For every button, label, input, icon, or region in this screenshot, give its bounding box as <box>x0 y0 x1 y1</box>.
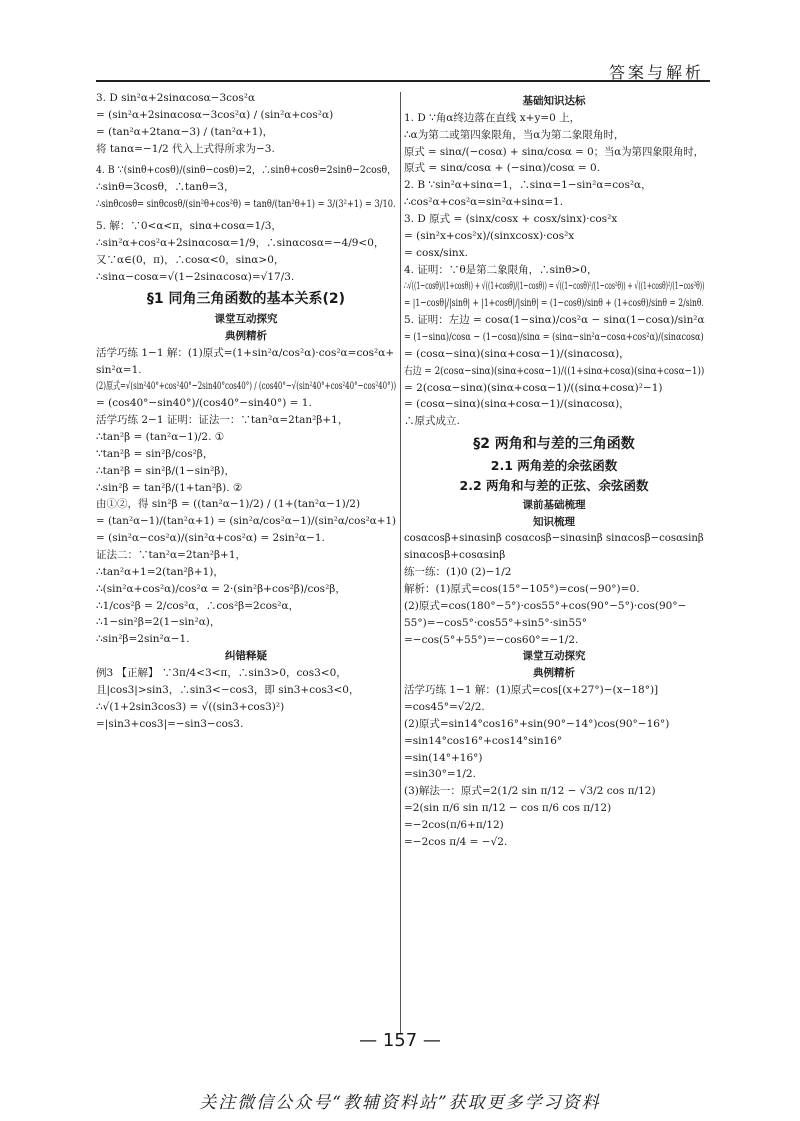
text-line: 3. D sin²α+2sinαcosα−3cos²α <box>96 92 256 104</box>
right-column <box>404 92 704 853</box>
header-divider <box>96 80 710 82</box>
subsection-heading: 2.1 两角差的余弦函数 <box>490 457 618 473</box>
text-line: =sin14°cos16°+cos14°sin16° <box>404 734 563 747</box>
section-heading: §2 两角和与差的三角函数 <box>473 436 635 453</box>
text-line: 由①②，得 sin²β = ((tan²α−1)/2) / (1+(tan²α−1)/2) <box>96 498 361 511</box>
text-line: =−cos(5°+55°)=−cos60°=−1/2. <box>404 633 579 646</box>
text-line: = (sin²α+2sinαcosα−3cos²α) / (sin²α+cos²α) <box>96 108 334 121</box>
text-line: 活学巧练 1−1 解：(1)原式=cos[(x+27°)−(x−18°)] <box>404 684 659 697</box>
text-line: 5. 解：∵0<α<π，sinα+cosα=1/3， <box>96 220 282 233</box>
text-line: =cos45°=√2/2. <box>404 700 485 713</box>
text-line: ∵tan²β = sin²β/cos²β， <box>96 447 214 460</box>
text-line: ∴原式成立. <box>404 415 460 428</box>
block-heading: 课堂互动探究 <box>522 650 586 663</box>
text-line: = 2(cosα−sinα)(sinα+cosα−1)/((sinα+cosα)²−1) <box>404 381 663 394</box>
text-line: =−2cos π/4 = −√2. <box>404 835 508 848</box>
text-line: 证法二：∵tan²α=2tan²β+1， <box>96 548 247 561</box>
text-line: 例3 【正解】 ∵3π/4<3<π，∴sin3>0，cos3<0， <box>96 666 347 679</box>
block-heading: 纠错释疑 <box>225 650 267 663</box>
text-line: ∴tan²β = (tan²α−1)/2. ① <box>96 430 225 443</box>
column-divider <box>400 92 401 1034</box>
left-column <box>96 92 396 734</box>
subsection-heading: 2.2 两角和与差的正弦、余弦函数 <box>459 478 649 494</box>
block-heading: 典例精析 <box>225 329 267 342</box>
footer-note: 关注微信公众号“教辅资料站”获取更多学习资料 <box>199 1093 601 1113</box>
block-heading: 基础知识达标 <box>522 95 586 107</box>
text-line: 3. D 原式 = (sinx/cosx + cosx/sinx)·cos²x <box>404 213 618 226</box>
text-line: (2)原式=cos(180°−5°)·cos55°+cos(90°−5°)·cos(90°− <box>404 599 687 612</box>
text-line: 4. B ∵(sinθ+cosθ)/(sinθ−cosθ)=2，∴sinθ+cosθ=2sinθ−2cosθ， <box>96 164 397 177</box>
block-heading: 知识梳理 <box>533 515 575 528</box>
text-line: = (1−sinα)/cosα − (1−cosα)/sinα = (sinα−sin²α−cosα+cos²α)/(sinαcosα) <box>404 331 704 344</box>
text-line: (3)解法一：原式=2(1/2 sin π/12 − √3/2 cos π/12) <box>404 785 656 798</box>
text-line: (2)原式=√(sin²40°+cos²40°−2sin40°cos40°) / (cos40°−√(sin²40°+cos²40°−cos²40°)) <box>96 380 397 393</box>
block-heading: 课堂互动探究 <box>214 312 278 325</box>
text-line: ∴sinθcosθ= sinθcosθ/(sin²θ+cos²θ) = tanθ/(tan²θ+1) = 3/(3²+1) = 3/10. <box>96 198 396 211</box>
text-line: ∴α为第二或第四象限角，当α为第二象限角时， <box>404 128 625 141</box>
text-line: ∴1−sin²β=2(1−sin²α)， <box>96 616 221 629</box>
text-line: ∴sinα−cosα=√(1−2sinαcosα)=√17/3. <box>96 270 295 283</box>
text-line: =sin(14°+16°) <box>404 751 483 764</box>
text-line: = (tan²α−1)/(tan²α+1) = (sin²α/cos²α−1)/(sin²α/cos²α+1) <box>96 515 397 528</box>
text-line: 且|cos3|>sin3，∴sin3<−cos3，即 sin3+cos3<0， <box>96 683 360 696</box>
text-line: = cosx/sinx. <box>404 246 468 259</box>
text-line: ∴sin²β=2sin²α−1. <box>96 633 190 646</box>
page-header-title: 答案与解析 <box>608 63 704 82</box>
text-line: =sin30°=1/2. <box>404 768 476 781</box>
text-line: ∴sin²α+cos²α+2sinαcosα=1/9，∴sinαcosα=−4/9<0， <box>96 236 385 249</box>
text-line: 将 tanα=−1/2 代入上式得所求为−3. <box>96 142 275 155</box>
text-line: 活学巧练 1−1 解：(1)原式=(1+sin²α/cos²α)·cos²α=cos²α+ <box>96 346 395 359</box>
text-line: sinαcosβ+cosαsinβ <box>404 549 506 562</box>
text-line: ∴tan²β = sin²β/(1−sin²β)， <box>96 464 235 477</box>
text-line: 活学巧练 2−1 证明：证法一：∵tan²α=2tan²β+1， <box>96 414 349 427</box>
text-line: =|sin3+cos3|=−sin3−cos3. <box>96 717 244 730</box>
text-line: = (sin²x+cos²x)/(sinxcosx)·cos²x <box>404 229 575 242</box>
text-line: = (cos40°−sin40°)/(cos40°−sin40°) = 1. <box>96 397 312 410</box>
text-line: 5. 证明：左边 = cosα(1−sinα)/cos²α − sinα(1−cosα)/sin²α <box>404 314 705 327</box>
text-line: = (cosα−sinα)(sinα+cosα−1)/(sinαcosα)， <box>404 398 630 411</box>
page-number: — 157 — <box>359 1030 441 1051</box>
text-line: 练一练：(1)0 (2)−1/2 <box>404 566 512 579</box>
text-line: ∴tan²α+1=2(tan²β+1)， <box>96 565 224 578</box>
text-line: 又∵α∈(0，π)，∴cosα<0，sinα>0， <box>96 253 285 266</box>
text-line: = (sin²α−cos²α)/(sin²α+cos²α) = 2sin²α−1. <box>96 532 325 545</box>
text-line: = |1−cosθ|/|sinθ| + |1+cosθ|/|sinθ| = (1−cosθ)/sinθ + (1+cosθ)/sinθ = 2/sinθ. <box>404 297 704 310</box>
text-line: 55°)=−cos5°·cos55°+sin5°·sin55° <box>404 616 588 629</box>
text-line: (2)原式=sin14°cos16°+sin(90°−14°)cos(90°−16°) <box>404 717 670 730</box>
block-heading: 典例精析 <box>533 667 575 680</box>
text-line: ∴√(1+2sin3cos3) = √((sin3+cos3)²) <box>96 700 285 713</box>
text-line: 4. 证明：∵θ是第二象限角，∴sinθ>0， <box>404 263 598 276</box>
block-heading: 课前基础梳理 <box>522 498 586 511</box>
text-line: ∴sinθ=3cosθ，∴tanθ=3， <box>96 181 235 194</box>
text-line: sin²α=1. <box>96 363 142 376</box>
text-line: ∴1/cos²β = 2/cos²α，∴cos²β=2cos²α， <box>96 599 300 612</box>
text-line: 右边 = 2(cosα−sinα)(sinα+cosα−1)/((1+sinα+cosα)(sinα+cosα−1)) <box>404 364 705 377</box>
text-line: ∴sin²β = tan²β/(1+tan²β). ② <box>96 481 243 494</box>
text-line: ∴(sin²α+cos²α)/cos²α = 2·(sin²β+cos²β)/cos²β， <box>96 582 346 595</box>
text-line: =−2cos(π/6+π/12) <box>404 818 504 831</box>
text-line: 原式 = sinα/(−cosα) + sinα/cosα = 0；当α为第四象限角时， <box>404 145 704 158</box>
text-line: ∴cos²α+cos²α=sin²α+sinα=1. <box>404 196 564 209</box>
text-line: = (tan²α+2tanα−3) / (tan²α+1)， <box>96 125 274 138</box>
text-line: 2. B ∵sin²α+sinα=1，∴sinα=1−sin²α=cos²α， <box>404 179 652 192</box>
section-heading: §1 同角三角函数的基本关系(2) <box>146 291 346 308</box>
text-line: ∴√((1−cosθ)/(1+cosθ)) + √((1+cosθ)/(1−cosθ)) = √((1−cosθ)²/(1−cos²θ)) + √((1+cosθ)²/(1−cos²θ)) <box>404 280 705 293</box>
text-line: 1. D ∵角α终边落在直线 x+y=0 上， <box>404 111 581 124</box>
text-line: cosαcosβ+sinαsinβ cosαcosβ−sinαsinβ sinαcosβ−cosαsinβ <box>404 532 704 545</box>
text-line: =2(sin π/6 sin π/12 − cos π/6 cos π/12) <box>404 802 612 815</box>
text-line: = (cosα−sinα)(sinα+cosα−1)/(sinαcosα)， <box>404 347 630 360</box>
text-line: 解析：(1)原式=cos(15°−105°)=cos(−90°)=0. <box>404 582 640 595</box>
text-line: 原式 = sinα/cosα + (−sinα)/cosα = 0. <box>404 162 601 175</box>
